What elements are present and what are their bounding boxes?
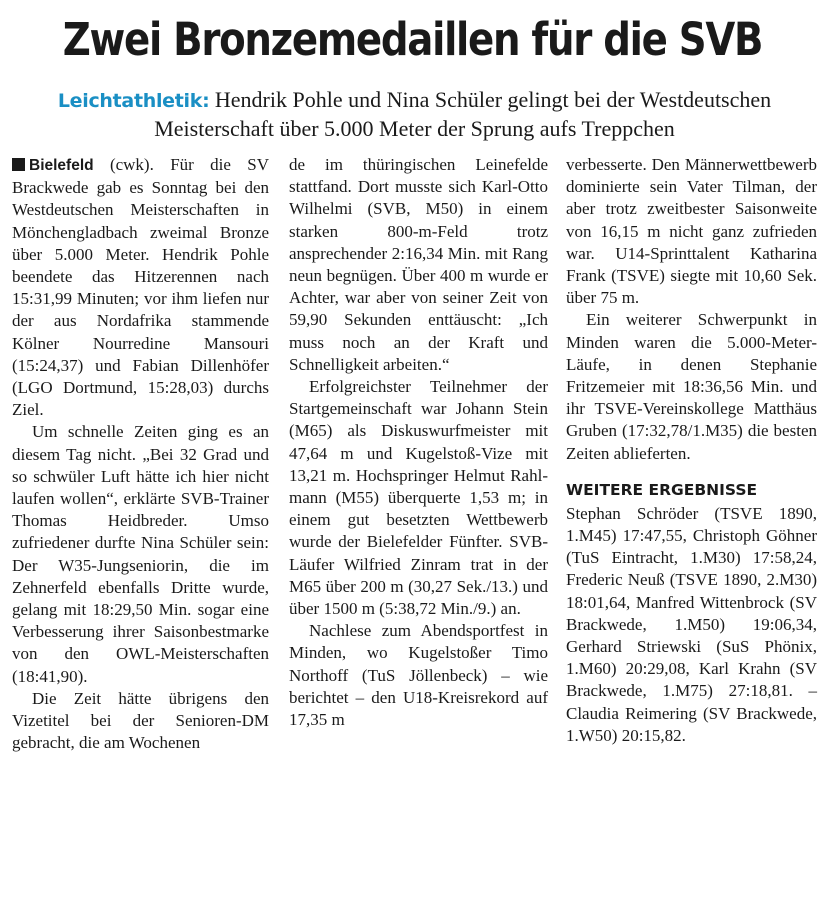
article-column-1	[12, 154, 269, 754]
kicker: Leichtathletik:	[57, 90, 210, 112]
dateline-square-icon	[12, 158, 25, 171]
subheadline-text: Hendrik Pohle und Nina Schüler gelingt bei der Westdeutschen Meisterschaft über 5.000 Meter der Sprung aufs Treppchen	[154, 87, 772, 141]
dateline: Bielefeld	[29, 157, 94, 174]
article-column-3	[566, 154, 817, 747]
paragraph: verbesserte. Den Männerwettbewerb dominierte sein Vater Tilman, der aber trotz zweitbester Saisonweite von 16,15 m nicht ganz zufrieden war. U14-Sprinttalent Katharina Frank (TSVE) siegte mit 10,60 Sek. über 75 m.	[566, 155, 817, 308]
results-paragraph: Stephan Schröder (TSVE 1890, 1.M45) 17:47,55, Christoph Göhner (TuS Eintracht, 1.M30) 17:58,24, Frederic Neuß (TSVE 1890, 2.M30) 18:01,64, Manfred Wittenbrock (SV Brackwede, 1.M50) 19:06,34, Gerhard Striewski (SuS Phönix, 1.M60) 20:29,08, Karl Krahn (SV Brackwede, 1.M75) 27:18,81. – Claudia Reimering (SV Brackwede, 1.W50) 20:15,82.	[566, 503, 817, 745]
paragraph: Um schnelle Zeiten ging es an diesem Tag nicht. „Bei 32 Grad und so schwüler Luft hätte ich hier nicht laufen wollen“, erklärte SVB-Trainer Thomas Heidbreder. Umso zufriedener durfte Nina Schüler sein: Der W35-Jungseniorin, die im Zehnerfeld ebenfalls Dritte wurde, gelang mit 18:29,50 Min. sogar eine Verbesserung ihrer Saisonbestmarke von den OWL-Meisterschaften (18:41,90).	[12, 422, 269, 686]
paragraph	[12, 154, 269, 421]
results-heading: WEITERE ERGEBNISSE	[566, 480, 758, 499]
paragraph: Erfolgreichster Teilnehmer der Startgemeinschaft war Johann Stein (M65) als Diskuswurfmeister mit 47,64 m und Kugelstoß-Vize mit 13,21 m. Hochspringer Helmut Rahlmann (M55) überquerte 1,53 m; in einem gut besetzten Wettbewerb wurde der Bielefelder Fünfter. SVB-Läufer Wilfried Zinram trat in der M65 über 200 m (30,27 Sek./13.) und über 1500 m (5:38,72 Min./9.) an.	[289, 377, 548, 619]
article-column-2	[289, 154, 548, 731]
paragraph: Nachlese zum Abendsportfest in Minden, wo Kugelstoßer Timo Northoff (TuS Jöllenbeck) – wie berichtet – den U18-Kreisrekord auf 17,35 m	[289, 621, 548, 730]
paragraph: de im thüringischen Leinefelde stattfand. Dort musste sich Karl-Otto Wilhelmi (SVB, M50) in einem starken 800-m-Feld trotz ansprechender 2:16,34 Min. mit Rang neun begnügen. Über 400 m wurde er Achter, war aber von seiner Zeit von 59,90 Sekunden enttäuscht: „Ich muss noch an der Kraft und Schnelligkeit arbeiten.“	[289, 155, 548, 374]
paragraph: Die Zeit hätte übrigens den Vizetitel bei der Senioren-DM gebracht, die am Wochenen	[12, 688, 269, 753]
paragraph: Ein weiterer Schwerpunkt in Minden waren die 5.000-Meter-Läufe, in denen Stephanie Fritzemeier mit 18:36,56 Min. und ihr TSVE-Vereinskollege Matthäus Gruben (17:32,78/1.M35) die besten Zeiten ablieferten.	[566, 310, 817, 463]
paragraph-text: (cwk). Für die SV Brackwede gab es Sonntag bei den Westdeutschen Meisterschaften in Mönchengladbach zweimal Bronze über 5.000 Meter. Hendrik Pohle beendete das Hitzerennen nach 15:31,99 Minuten; vor ihm liefen nur der aus Nordafrika stammende Kölner Nourredine Mansouri (15:24,37) und Fabian Dillenhöfer (LGO Dortmund, 15:28,03) durchs Ziel.	[12, 155, 269, 420]
subheadline	[12, 86, 817, 143]
headline: Zwei Bronzemedaillen für die SVB	[62, 13, 763, 66]
